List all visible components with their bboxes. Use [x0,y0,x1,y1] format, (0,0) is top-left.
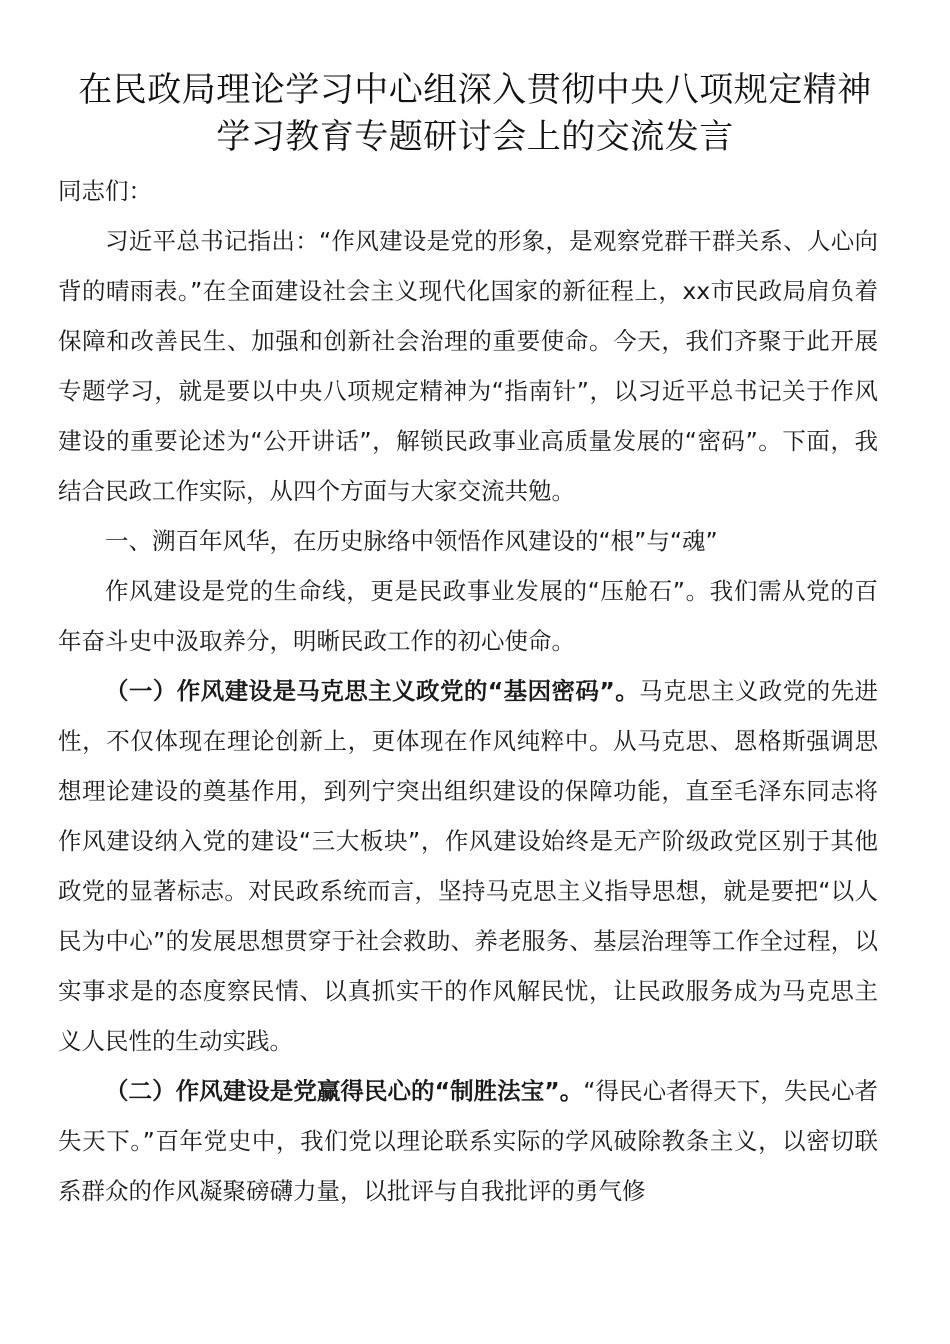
subsection-1-paragraph [58,666,878,1066]
section-heading-1: 一、溯百年风华，在历史脉络中领悟作风建设的“根”与“魂” [105,527,718,555]
subsection-1-text: 马克思主义政党的先进性，不仅体现在理论创新上，更体现在作风纯粹中。从马克思、恩格斯强调思想理论建设的奠基作用，到列宁突出组织建设的保障功能，直至毛泽东同志将作风建设纳入党的建设“三大板块”，作风建设始终是无产阶级政党区别于其他政党的显著标志。对民政系统而言，坚持马克思主义指导思想，就是要把“以人民为中心”的发展思想贯穿于社会救助、养老服务、基层治理等工作全过程，以实事求是的态度察民情、以真抓实干的作风解民忧，让民政服务成为马克思主义人民性的生动实践。 [58,677,878,1055]
subsection-2-heading: （二）作风建设是党赢得民心的“制胜法宝”。 [105,1077,584,1105]
subsection-2-paragraph [58,1066,878,1216]
subsection-1-heading: （一）作风建设是马克思主义政党的“基因密码”。 [105,677,640,705]
document-body [58,166,878,1216]
subsection-2-text: “得民心者得天下，失民心者失天下。”百年党史中，我们党以理论联系实际的学风破除教条主义，以密切联系群众的作风凝聚磅礴力量，以批评与自我批评的勇气修 [58,1077,878,1205]
document-title-line-2: 学习教育专题研讨会上的交流发言 [216,117,734,157]
intro-paragraph: 习近平总书记指出：“作风建设是党的形象，是观察党群干群关系、人心向背的晴雨表。”在全面建设社会主义现代化国家的新征程上，xx市民政局肩负着保障和改善民生、加强和创新社会治理的重要使命。今天，我们齐聚于此开展专题学习，就是要以中央八项规定精神为“指南针”，以习近平总书记关于作风建设的重要论述为“公开讲话”，解锁民政事业高质量发展的“密码”。下面，我结合民政工作实际，从四个方面与大家交流共勉。 [58,227,878,505]
section-1-intro-paragraph: 作风建设是党的生命线，更是民政事业发展的“压舱石”。我们需从党的百年奋斗史中汲取养分，明晰民政工作的初心使命。 [58,577,878,655]
salutation: 同志们： [58,177,152,205]
document-title-line-1: 在民政局理论学习中心组深入贯彻中央八项规定精神 [78,70,872,110]
